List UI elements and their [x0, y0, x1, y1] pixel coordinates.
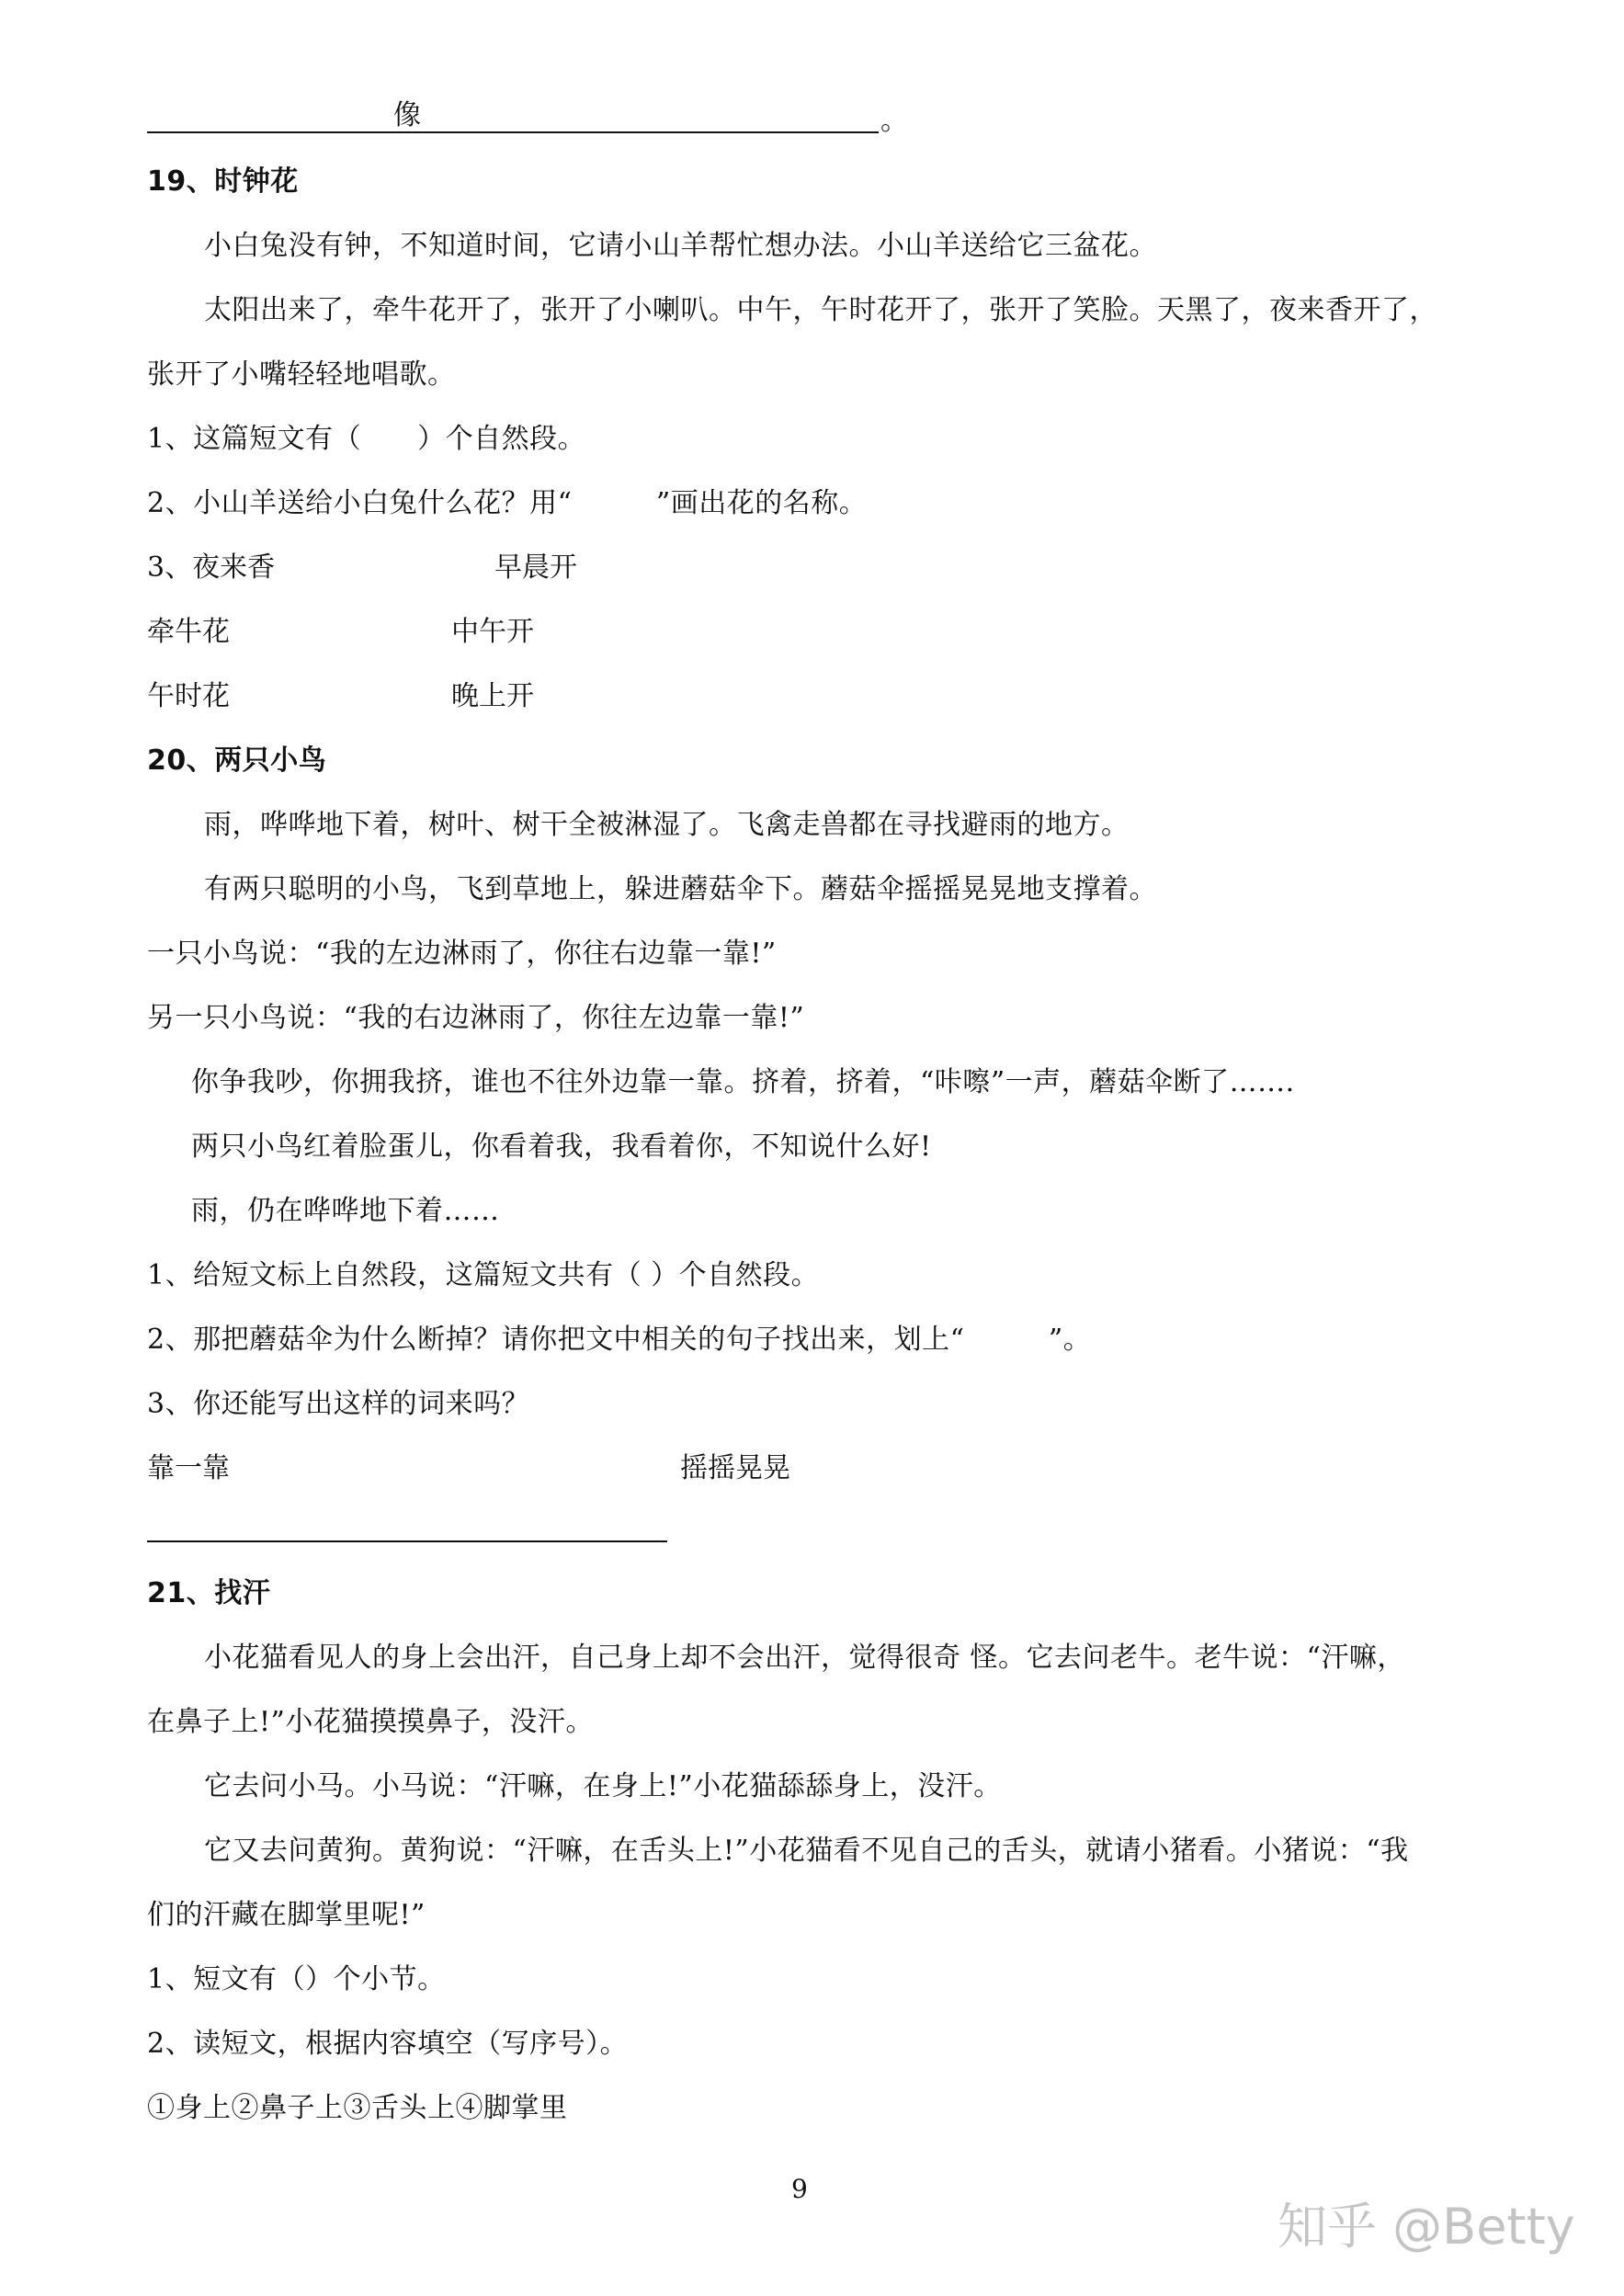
s21-question-2: 2、读短文，根据内容填空（写序号）。 — [147, 2028, 629, 2060]
fill-line-left — [147, 131, 879, 133]
s19-question-1: 1、这篇短文有（ ）个自然段。 — [147, 423, 586, 455]
s20-word-1: 靠一靠 — [147, 1452, 230, 1484]
s19-match-left-3: 午时花 — [147, 680, 230, 712]
s19-match-left-1: 3、夜来香 — [147, 551, 276, 584]
s20-paragraph-6: 两只小鸟红着脸蛋儿，你看着我，我看着你，不知说什么好! — [191, 1131, 932, 1163]
section-19-title: 19、时钟花 — [147, 165, 299, 198]
s19-match-right-1: 早晨开 — [494, 551, 577, 584]
s20-question-1: 1、给短文标上自然段，这篇短文共有（ ）个自然段。 — [147, 1259, 820, 1291]
s21-paragraph-1a: 小花猫看见人的身上会出汗，自己身上却不会出汗，觉得很奇 怪。它去问老牛。老牛说：“汗嘛， — [204, 1642, 1405, 1674]
s21-question-3: ①身上②鼻子上③舌头上④脚掌里 — [147, 2092, 568, 2124]
s20-word-2: 摇摇晃晃 — [680, 1452, 790, 1484]
s19-question-2: 2、小山羊送给小白兔什么花？用“ ”画出花的名称。 — [147, 487, 868, 519]
s19-match-right-2: 中午开 — [451, 616, 534, 648]
s21-question-1: 1、短文有（）个小节。 — [147, 1963, 446, 1995]
s20-paragraph-7: 雨，仍在哗哗地下着…… — [191, 1195, 500, 1227]
s20-paragraph-5: 你争我吵，你拥我挤，谁也不往外边靠一靠。挤着，挤着，“咔嚓”一声，蘑菇伞断了……. — [191, 1066, 1295, 1098]
s21-paragraph-3b: 们的汗藏在脚掌里呢!” — [147, 1899, 426, 1931]
s19-match-right-3: 晚上开 — [451, 680, 534, 712]
watermark: 知乎 @Betty — [1278, 2198, 1575, 2256]
s20-question-2: 2、那把蘑菇伞为什么断掉？请你把文中相关的句子找出来，划上“ ”。 — [147, 1324, 1092, 1356]
s19-match-left-2: 牵牛花 — [147, 616, 230, 648]
section-21-title: 21、找汗 — [147, 1577, 271, 1609]
s20-paragraph-3: 一只小鸟说：“我的左边淋雨了，你往右边靠一靠!” — [147, 938, 777, 970]
s21-paragraph-1b: 在鼻子上!”小花猫摸摸鼻子，没汗。 — [147, 1706, 594, 1738]
s19-paragraph-2b: 张开了小嘴轻轻地唱歌。 — [147, 358, 456, 391]
s20-question-3: 3、你还能写出这样的词来吗？ — [147, 1388, 530, 1420]
s19-paragraph-2a: 太阳出来了，牵牛花开了，张开了小喇叭。中午，午时花开了，张开了笑脸。天黑了，夜来香开了， — [204, 294, 1437, 326]
s20-paragraph-4: 另一只小鸟说：“我的右边淋雨了，你往左边靠一靠!” — [147, 1002, 805, 1034]
section-20-title: 20、两只小鸟 — [147, 744, 327, 777]
s21-paragraph-2: 它去问小马。小马说：“汗嘛，在身上!”小花猫舔舔身上，没汗。 — [204, 1770, 1002, 1802]
s19-paragraph-1: 小白兔没有钟，不知道时间，它请小山羊帮忙想办法。小山羊送给它三盆花。 — [204, 230, 1157, 262]
s20-answer-line — [147, 1540, 667, 1542]
page-number: 9 — [791, 2174, 808, 2204]
fill-line-char: 像 — [393, 99, 421, 131]
fill-line-end: 。 — [880, 105, 908, 137]
s21-paragraph-3a: 它又去问黄狗。黄狗说：“汗嘛，在舌头上!”小花猫看不见自己的舌头，就请小猪看。小猪说：“我 — [204, 1835, 1409, 1867]
s20-paragraph-1: 雨，哗哗地下着，树叶、树干全被淋湿了。飞禽走兽都在寻找避雨的地方。 — [204, 809, 1130, 841]
s20-paragraph-2: 有两只聪明的小鸟，飞到草地上，躲进蘑菇伞下。蘑菇伞摇摇晃晃地支撑着。 — [204, 873, 1157, 905]
